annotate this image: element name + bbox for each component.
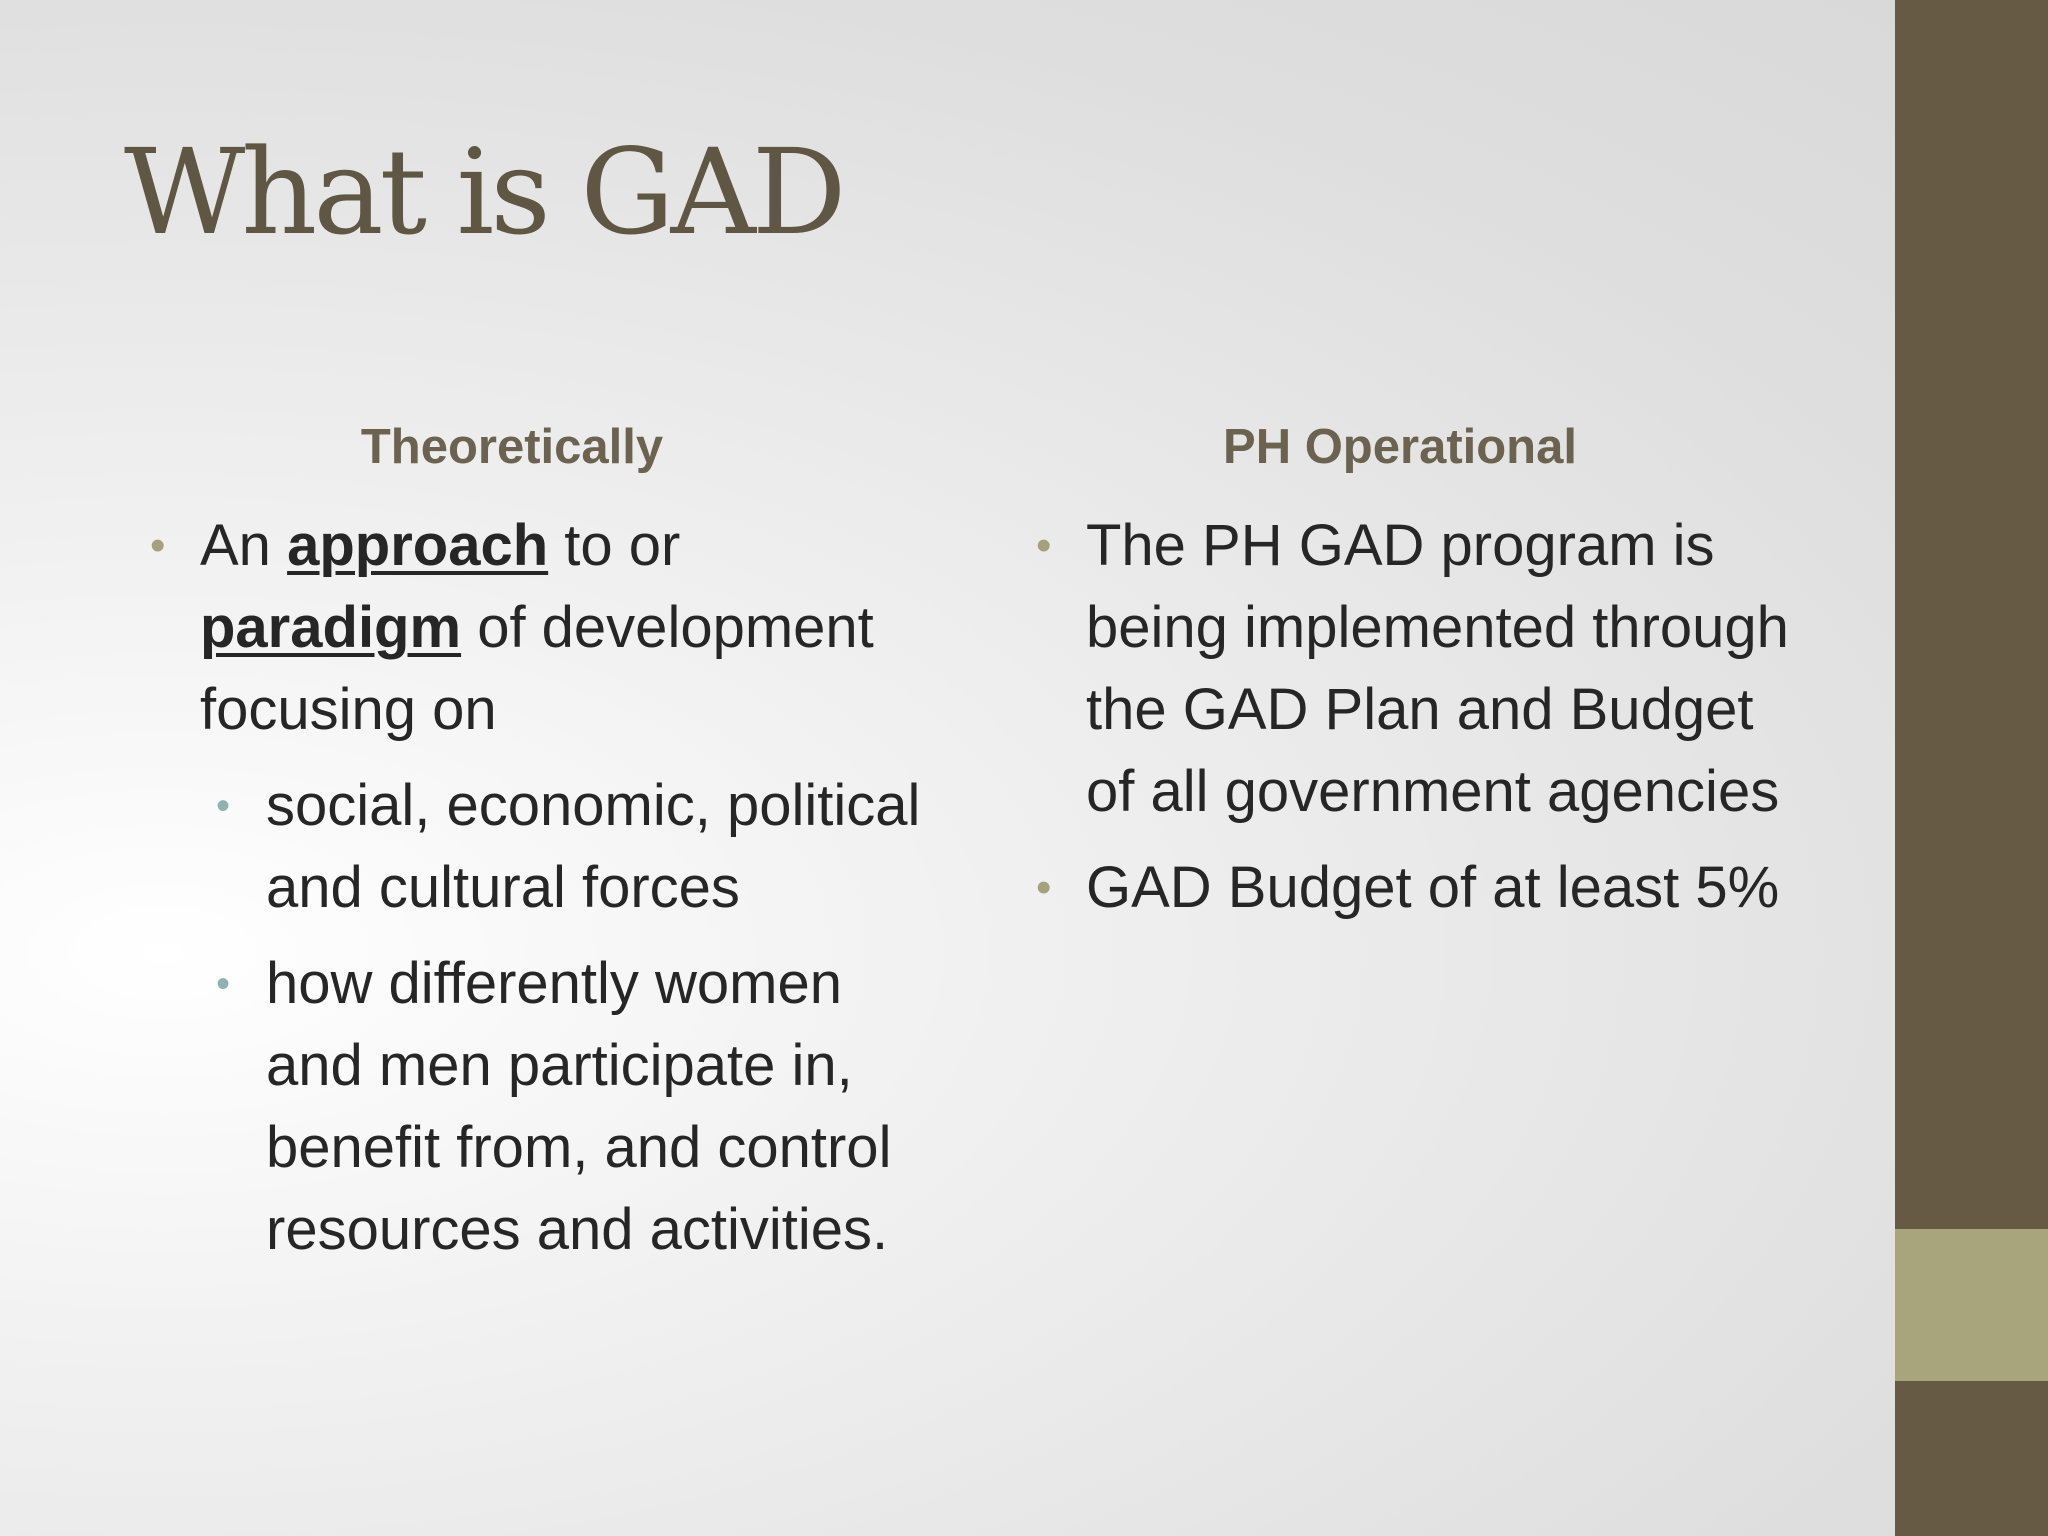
left-column-heading: Theoretically xyxy=(360,420,664,474)
right-bullet-list xyxy=(1036,505,1816,929)
bullet-icon: • xyxy=(1036,863,1052,912)
sidebar-accent-block xyxy=(1895,1229,2048,1381)
sub-bullet-text: how differently women and men participate in, benefit from, and control resources and activities. xyxy=(266,951,892,1262)
bullet-text-middle: to or xyxy=(564,513,681,578)
sub-bullet-text: social, economic, political and cultural forces xyxy=(266,773,921,920)
term-paradigm: paradigm xyxy=(200,595,462,660)
term-approach: approach xyxy=(287,513,549,578)
sub-bullet-icon: • xyxy=(216,784,231,828)
bullet-text-prefix: An xyxy=(200,513,271,578)
list-item xyxy=(1036,505,1816,833)
list-item xyxy=(216,765,930,929)
sub-bullet-icon: • xyxy=(216,962,231,1006)
bullet-text-suffix: of development focusing on xyxy=(200,595,874,742)
list-item xyxy=(1036,847,1816,929)
right-column-content xyxy=(1036,505,1816,943)
slide-title: What is GAD xyxy=(124,123,843,261)
list-item xyxy=(150,505,930,1271)
bullet-text: The PH GAD program is being implemented through the GAD Plan and Budget of all government agencies xyxy=(1086,513,1789,824)
bullet-icon: • xyxy=(150,521,166,570)
bullet-icon: • xyxy=(1036,521,1052,570)
bullet-text: GAD Budget of at least 5% xyxy=(1086,855,1780,920)
list-item xyxy=(216,943,930,1271)
left-bullet-list xyxy=(150,505,930,1271)
left-column-content xyxy=(150,505,930,1285)
right-column-heading: PH Operational xyxy=(1223,420,1577,474)
sub-bullet-list xyxy=(216,765,930,1271)
